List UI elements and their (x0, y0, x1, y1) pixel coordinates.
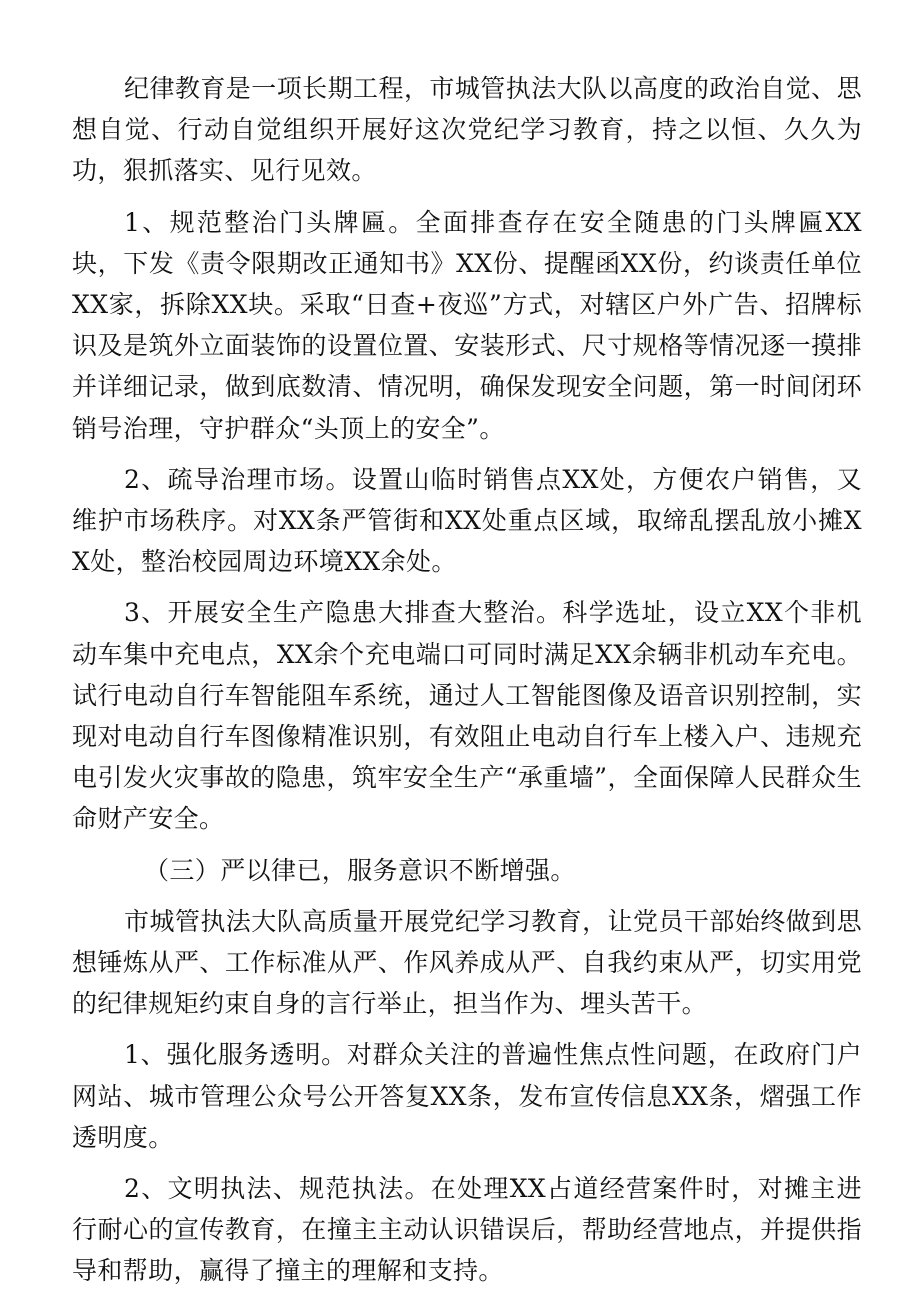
document-page (72, 68, 862, 1292)
paragraph-item-signboards: 1、规范整治门头牌匾。全面排查存在安全随患的门头牌匾XX块，下发《责令限期改正通知书》XX份、提醒函XX份，约谈责任单位XX家，拆除XX块。采取“日查+夜巡”方式，对辖区户外广告、招牌标识及是筑外立面装饰的设置位置、安装形式、尺寸规格等情况逐一摸排并详细记录，做到底数清、情况明，确保发现安全问题，第一时间闭环销号治理，守护群众“头顶上的安全”。 (72, 207, 862, 443)
paragraph-item-safety: 3、开展安全生产隐患大排查大整治。科学选址，设立XX个非机动车集中充电点，XX余个充电端口可同时满足XX余辆非机动车充电。试行电动自行车智能阻车系统，通过人工智能图像及语音识别控制，实现对电动自行车图像精准识别，有效阻止电动自行车上楼入户、违规充电引发火灾事故的隐患，筑牢安全生产“承重墙”，全面保障人民群众生命财产安全。 (72, 598, 862, 834)
paragraph-item-market: 2、疏导治理市场。设置山临时销售点XX处，方便农户销售，又维护市场秩序。对XX条严管街和XX处重点区域，取缔乱摆乱放小摊XX处，整治校园周边环境XX余处。 (72, 464, 862, 577)
paragraph-item-transparency: 1、强化服务透明。对群众关注的普遍性焦点性问题，在政府门户网站、城市管理公众号公开答复XX条，发布宣传信息XX条，熠强工作透明度。 (72, 1040, 862, 1152)
paragraph-section-intro: 市城管执法大队高质量开展党纪学习教育，让党员干部始终做到思想锤炼从严、工作标准从严、作风养成从严、自我约束从严，切实用党的纪律规矩约束自身的言行举止，担当作为、埋头苦干。 (72, 906, 862, 1019)
paragraph-intro: 纪律教育是一项长期工程，市城管执法大队以高度的政治自觉、思想自觉、行动自觉组织开展好这次党纪学习教育，持之以恒、久久为功，狠抓落实、见行见效。 (72, 74, 862, 186)
paragraph-item-enforcement: 2、文明执法、规范执法。在处理XX占道经营案件时，对摊主进行耐心的宣传教育，在撞主主动认识错误后，帮助经营地点，并提供指导和帮助，赢得了撞主的理解和支持。 (72, 1174, 862, 1286)
section-heading: （三）严以律已，服务意识不断增强。 (144, 855, 576, 885)
